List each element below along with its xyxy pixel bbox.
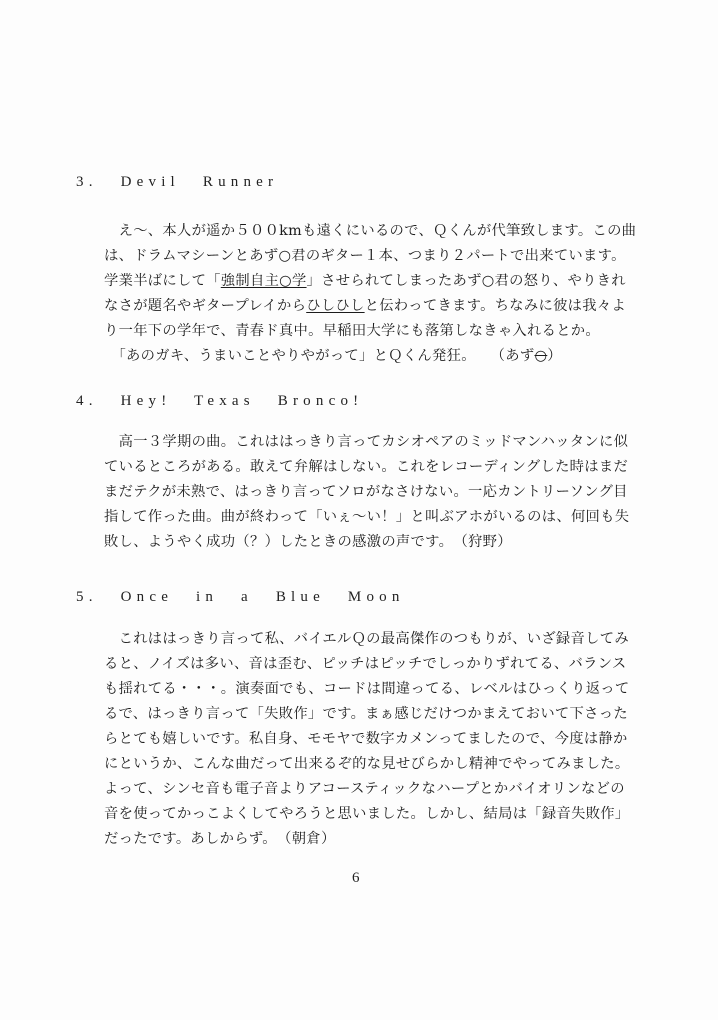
section-5-line: も揺れてる・・・。演奏面でも、コードは間違ってる、レベルはひっくり返って (104, 681, 630, 697)
section-4-line: まだテクが未熟で、はっきり言ってソロがなさけない。一応カントリーソング目 (104, 484, 628, 500)
section-4-line: 敗し、ようやく成功（？）したときの感激の声です。 （狩野） (104, 534, 512, 550)
section-5-body (104, 627, 664, 852)
section-5-line: よって、シンセ音も電子音よりアコースティックなハープとかバイオリンなどの (104, 781, 625, 797)
section-3-line: 「あのガキ、うまいことやりやがって」とＱくん発狂。 （あず○） (104, 348, 562, 364)
section-3-line: え～、本人が遥か５００kmも遠くにいるので、Ｑくんが代筆致します。この曲 (104, 223, 637, 239)
section-5-line: だったです。あしからず。 （朝倉） (104, 831, 336, 847)
section-5-line: ると、ノイズは多い、音は歪む、ピッチはピッチでしっかりずれてる、バランス (104, 656, 627, 672)
section-3-line: なさが題名やギタープレイからひしひしと伝わってきます。ちなみに彼は我々よ (104, 298, 627, 314)
section-5-line: これははっきり言って私、バイエルＱの最高傑作のつもりが、いざ録音してみ (104, 631, 629, 647)
section-5-title: 5. Once in a Blue Moon (76, 589, 405, 605)
section-3-line: は、ドラムマシーンとあず○君のギター１本、つまり２パートで出来ています。 (104, 248, 626, 264)
page-number: 6 (352, 870, 360, 886)
section-3-line: 学業半ばにして「強制自主○学」させられてしまったあず○君の怒り、やりきれ (104, 273, 626, 289)
section-5-line: 音を使ってかっこよくしてやろうと思いました。しかし、結局は「録音失敗作」 (104, 806, 630, 822)
section-4-body (104, 430, 664, 555)
section-4-line: 指して作った曲。曲が終わって「いぇ～い！」と叫ぶアホがいるのは、何回も失 (104, 509, 630, 525)
section-5-line: るで、はっきり言って「失敗作」です。まぁ感じだけつかまえておいて下さった (104, 706, 628, 722)
section-3-line: り一年下の学年で、青春ド真中。早稲田大学にも落第しなきゃ入れるとか。 (104, 323, 601, 339)
section-4-line: 高一３学期の曲。これははっきり言ってカシオペアのミッドマンハッタンに似 (104, 434, 629, 450)
section-3-title: 3. Devil Runner (76, 174, 279, 190)
section-4-line: ているところがある。敢えて弁解はしない。これをレコーディングした時はまだ (104, 459, 629, 475)
section-4-title: 4. Hey! Texas Bronco! (76, 393, 364, 409)
section-5-line: らとても嬉しいです。私自身、モモヤで数字カメンってましたので、今度は静か (104, 731, 628, 747)
section-3-body (104, 219, 664, 369)
section-5-line: にというか、こんな曲だって出来るぞ的な見せびらかし精神でやってみました。 (104, 756, 630, 772)
